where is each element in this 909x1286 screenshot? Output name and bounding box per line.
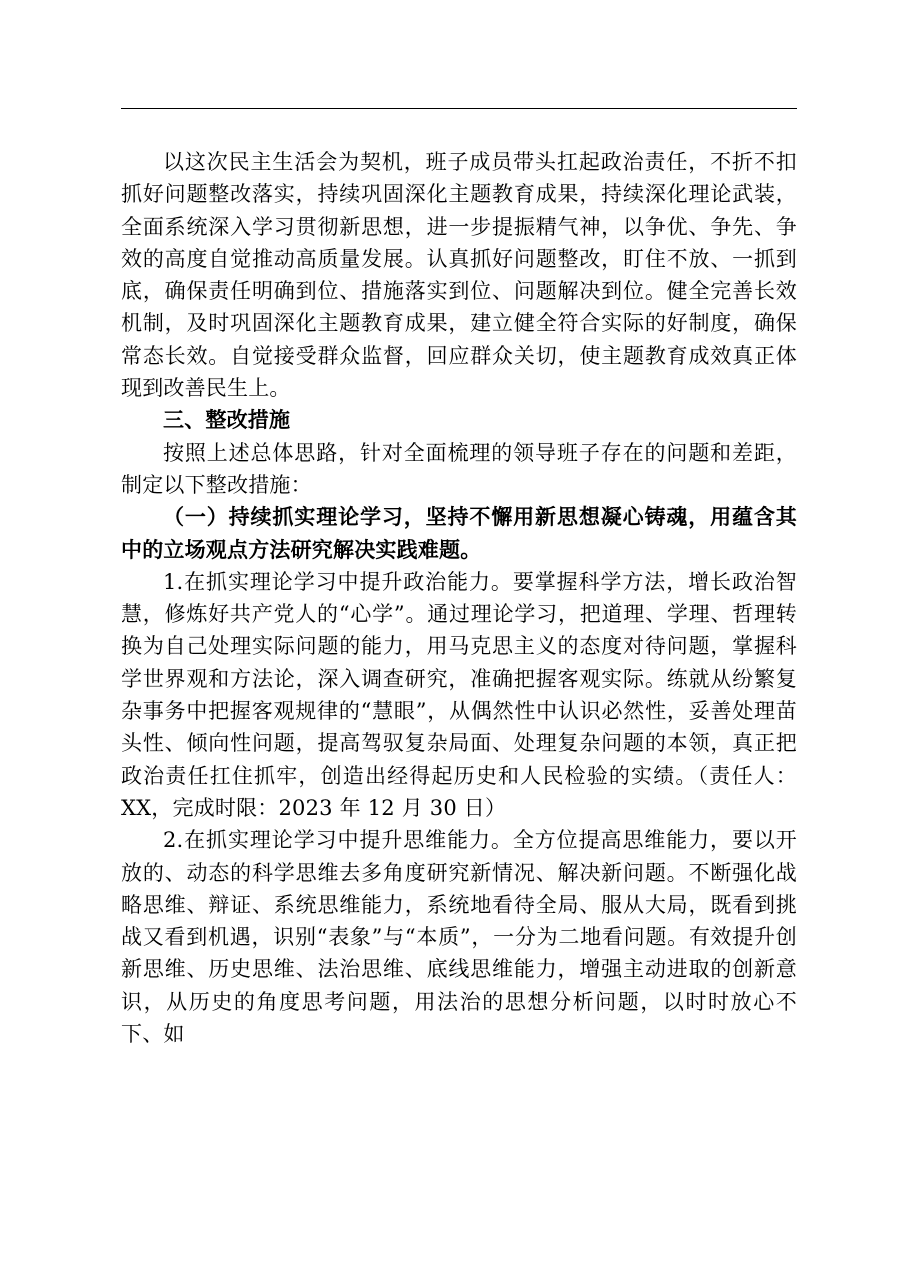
paragraph-intro: 以这次民主生活会为契机，班子成员带头扛起政治责任，不折不扣抓好问题整改落实，持续巩固深化主题教育成果，持续深化理论武装，全面系统深入学习贯彻新思想，进一步提振精气神，以争优、争先、争效的高度自觉推动高质量发展。认真抓好问题整改，盯住不放、一抓到底，确保责任明确到位、措施落实到位、问题解决到位。健全完善长效机制，及时巩固深化主题教育成果，建立健全符合实际的好制度，确保常态长效。自觉接受群众监督，回应群众关切，使主题教育成效真正体现到改善民生上。 xyxy=(121,150,797,401)
paragraph-item-1: 1.在抓实理论学习中提升政治能力。要掌握科学方法，增长政治智慧，修炼好共产党人的“心学”。通过理论学习，把道理、学理、哲理转换为自己处理实际问题的能力，用马克思主义的态度对待问题，掌握科学世界观和方法论，深入调查研究，准确把握客观实际。练就从纷繁复杂事务中把握客观规律的“慧眼”，从偶然性中认识必然性，妥善处理苗头性、倾向性问题，提高驾驭复杂局面、处理复杂问题的本领，真正把政治责任扛住抓牢，创造出经得起历史和人民检验的实绩。（责任人：XX，完成时限：2023 年 12 月 30 日） xyxy=(121,569,797,820)
paragraph-measures-intro: 按照上述总体思路，针对全面梳理的领导班子存在的问题和差距，制定以下整改措施： xyxy=(121,440,797,497)
subheading-theory-study: （一）持续抓实理论学习，坚持不懈用新思想凝心铸魂，用蕴含其中的立场观点方法研究解决实践难题。 xyxy=(121,504,797,562)
section-heading-rectification-measures: 三、整改措施 xyxy=(163,408,291,433)
header-rule xyxy=(121,108,797,109)
paragraph-item-2: 2.在抓实理论学习中提升思维能力。全方位提高思维能力，要以开放的、动态的科学思维去多角度研究新情况、解决新问题。不断强化战略思维、辩证、系统思维能力，系统地看待全局、服从大局，既看到挑战又看到机遇，识别“表象”与“本质”，一分为二地看问题。有效提升创新思维、历史思维、法治思维、底线思维能力，增强主动进取的创新意识，从历史的角度思考问题，用法治的思想分析问题，以时时放心不下、如 xyxy=(121,828,797,1047)
document-body xyxy=(121,146,797,1050)
